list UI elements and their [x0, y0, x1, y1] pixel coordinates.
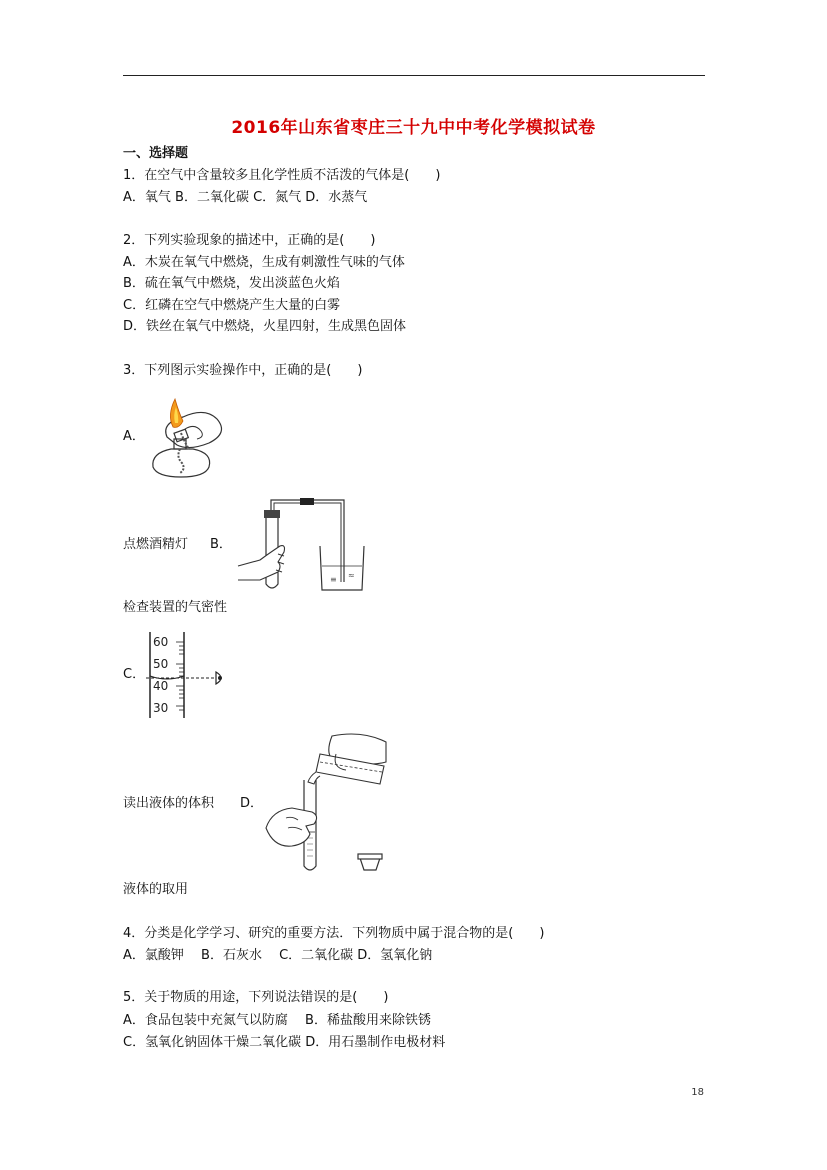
question-5-stem: 5．关于物质的用途，下列说法错误的是( )	[123, 990, 389, 1005]
page-title: 2016年山东省枣庄三十九中中考化学模拟试卷	[231, 118, 596, 138]
section-heading: 一、选择题	[123, 146, 189, 161]
graduated-cylinder-figure	[146, 632, 236, 722]
question-2-option-c: C．红磷在空气中燃烧产生大量的白雾	[123, 298, 341, 313]
question-2-stem: 2．下列实验现象的描述中，正确的是( )	[123, 233, 376, 248]
option-a-caption: 点燃酒精灯	[123, 537, 189, 552]
header-rule	[123, 75, 705, 76]
svg-text:≡: ≡	[330, 575, 337, 584]
option-a-letter: A．	[123, 429, 145, 444]
option-d-caption: 液体的取用	[123, 882, 189, 897]
tick-label-60: 60	[153, 635, 169, 649]
question-2-option-d: D．铁丝在氧气中燃烧，火星四射，生成黑色固体	[123, 319, 407, 334]
option-d-letter: D．	[240, 796, 264, 811]
option-c-letter: C．	[123, 667, 146, 682]
option-b-letter: B．	[210, 537, 232, 552]
question-5-option-cd: C．氢氧化钠固体干燥二氧化碳 D．用石墨制作电极材料	[123, 1035, 446, 1050]
alcohol-lamp-figure	[145, 393, 235, 483]
page-number: 18	[691, 1087, 704, 1098]
option-b-caption: 检查装置的气密性	[123, 600, 228, 615]
question-1-stem: 1．在空气中含量较多且化学性质不活泼的气体是( )	[123, 168, 441, 183]
question-5-option-ab: A．食品包装中充氮气以防腐 B．稀盐酸用来除铁锈	[123, 1013, 431, 1028]
tick-label-50: 50	[153, 657, 169, 671]
tick-label-40: 40	[153, 679, 169, 693]
question-4-stem: 4．分类是化学学习、研究的重要方法．下列物质中属于混合物的是( )	[123, 926, 545, 941]
option-c-caption: 读出液体的体积	[123, 796, 215, 811]
question-4-options: A．氯酸钾 B．石灰水 C．二氧化碳 D．氢氧化钠	[123, 948, 433, 963]
question-1-options: A．氧气 B．二氧化碳 C．氮气 D．水蒸气	[123, 190, 368, 205]
svg-text:≈: ≈	[348, 571, 355, 580]
question-2-option-b: B．硫在氧气中燃烧，发出淡蓝色火焰	[123, 276, 340, 291]
tick-label-30: 30	[153, 701, 169, 715]
question-2-option-a: A．木炭在氧气中燃烧，生成有刺激性气味的气体	[123, 255, 405, 270]
pouring-liquid-figure	[262, 732, 392, 877]
airtightness-check-figure	[238, 496, 368, 596]
question-3-stem: 3．下列图示实验操作中，正确的是( )	[123, 363, 363, 378]
